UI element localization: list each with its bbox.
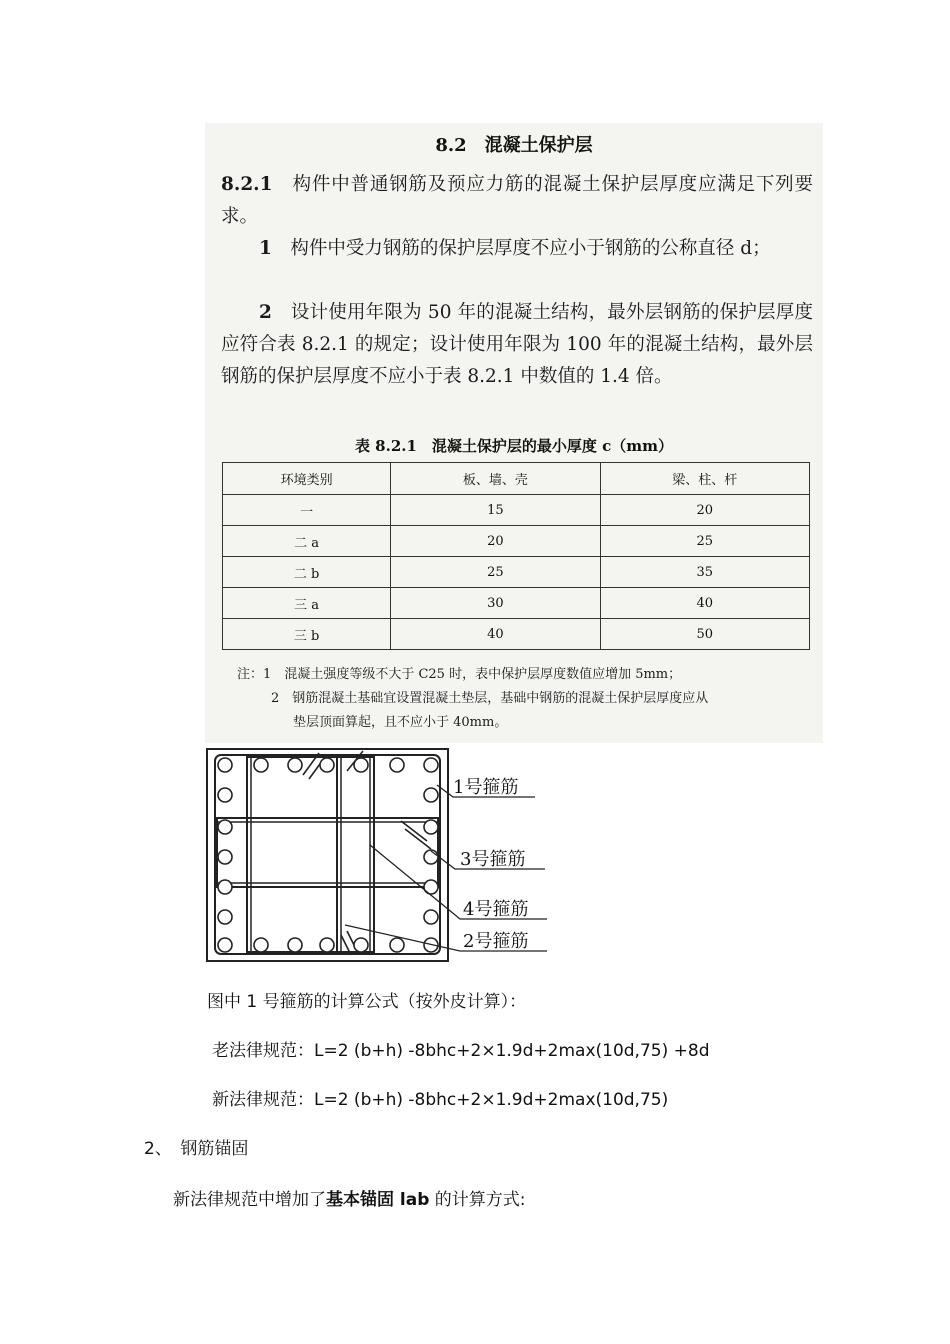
table-row (223, 526, 810, 557)
formula-intro: 图中 1 号箍筋的计算公式（按外皮计算）： (207, 992, 527, 1012)
table-cell: 20 (600, 495, 809, 526)
table-row (223, 495, 810, 526)
table-cell: 二 a (223, 526, 391, 557)
table-header: 环境类别 (223, 463, 391, 495)
item2-number: 2 (259, 302, 272, 323)
table-cell: 三 b (223, 619, 391, 650)
item1-number: 1 (259, 238, 272, 259)
note-label: 注： (237, 667, 264, 682)
table-header: 板、墙、壳 (391, 463, 600, 495)
cover-thickness-table (222, 462, 810, 650)
table-cell: 30 (391, 588, 600, 619)
table-cell: 40 (600, 588, 809, 619)
table-cell: 二 b (223, 557, 391, 588)
old-rule-formula: 老法律规范：L=2 (b+h) -8bhc+2×1.9d+2max(10d,75) +8d (212, 1041, 710, 1061)
note1-number: 1 (263, 667, 272, 682)
stirrup-3-label: 3号箍筋 (460, 849, 526, 870)
stirrup-diagram (205, 745, 550, 967)
table-cell: 35 (600, 557, 809, 588)
section-2-text-prefix: 新法律规范中增加了 (173, 1190, 326, 1210)
clause-number: 8.2.1 (221, 174, 273, 195)
table-header-row (223, 463, 810, 495)
section-2-number: 2、 (144, 1139, 164, 1159)
section-2-paragraph (173, 1185, 526, 1210)
scanned-code-excerpt (205, 123, 823, 743)
note2-text-line1: 钢筋混凝土基础宜设置混凝土垫层，基础中钢筋的混凝土保护层厚度应从 (292, 691, 709, 706)
table-cell: 40 (391, 619, 600, 650)
table-cell: 25 (600, 526, 809, 557)
section-2-text-bold: 基本锚固 lab (326, 1190, 430, 1210)
table-cell: 20 (391, 526, 600, 557)
item2-text: 设计使用年限为 50 年的混凝土结构，最外层钢筋的保护层厚度应符合表 8.2.1 的规定；设计使用年限为 100 年的混凝土结构，最外层钢筋的保护层厚度不应小于表 8.2.1 中数值的 1.4 倍。 (221, 302, 813, 387)
stirrup-1-label: 1号箍筋 (453, 777, 519, 798)
section-2-text-suffix: 的计算方式: (429, 1190, 526, 1210)
new-rule-formula: 新法律规范：L=2 (b+h) -8bhc+2×1.9d+2max(10d,75) (212, 1090, 669, 1110)
table-row (223, 557, 810, 588)
section-title: 8.2 混凝土保护层 (435, 135, 593, 156)
stirrup-4-label: 4号箍筋 (463, 899, 529, 920)
table-note-1 (237, 664, 681, 686)
clause-item-1 (221, 233, 813, 265)
table-note-2-cont (293, 712, 507, 734)
item1-text: 构件中受力钢筋的保护层厚度不应小于钢筋的公称直径 d； (290, 238, 771, 259)
table-note-2 (271, 688, 708, 710)
clause-item-2 (221, 297, 813, 393)
table-cell: 25 (391, 557, 600, 588)
clause-text: 构件中普通钢筋及预应力筋的混凝土保护层厚度应满足下列要求。 (221, 174, 813, 227)
note2-number: 2 (271, 691, 280, 706)
section-2-title: 钢筋锚固 (180, 1139, 249, 1159)
note1-text: 混凝土强度等级不大于 C25 时，表中保护层厚度数值应增加 5mm； (284, 667, 682, 682)
section-2-heading (144, 1134, 248, 1159)
table-row (223, 619, 810, 650)
clause-8-2-1 (221, 169, 813, 233)
table-row (223, 588, 810, 619)
stirrup-2-label: 2号箍筋 (463, 931, 529, 952)
table-cell: 15 (391, 495, 600, 526)
table-cell: 三 a (223, 588, 391, 619)
table-cell: 一 (223, 495, 391, 526)
note2-text-line2: 垫层顶面算起，且不应小于 40mm。 (293, 715, 508, 730)
table-header: 梁、柱、杆 (600, 463, 809, 495)
table-cell: 50 (600, 619, 809, 650)
table-title: 表 8.2.1 混凝土保护层的最小厚度 c（mm） (354, 437, 674, 455)
